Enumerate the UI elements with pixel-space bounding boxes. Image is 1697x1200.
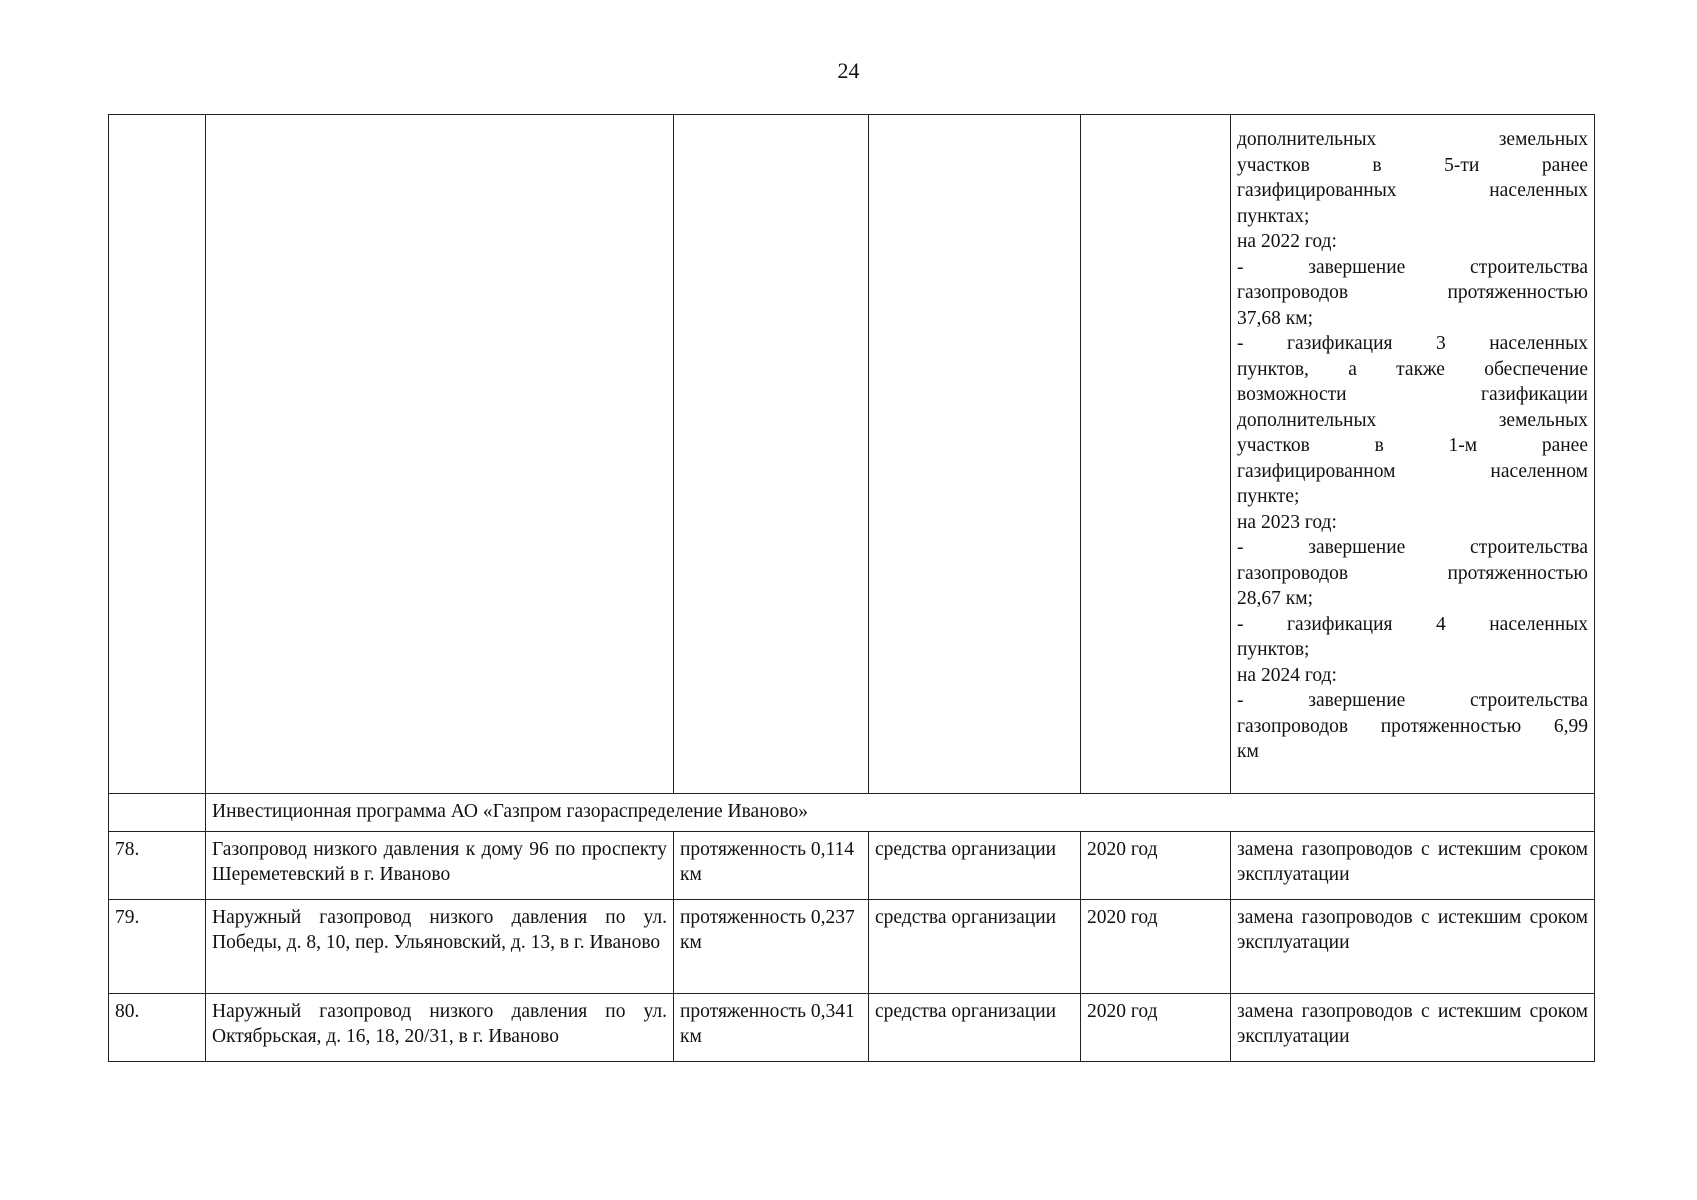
investment-table	[108, 114, 1595, 1062]
continuation-line: - завершение строительства	[1237, 690, 1588, 711]
continuation-line: - газификация 4 населенных	[1237, 613, 1588, 635]
row-number: 80.	[109, 993, 206, 1061]
continuation-line: пунктах;	[1237, 205, 1310, 227]
object-name: Газопровод низкого давления к дому 96 по проспекту Шереметевский в г. Иваново	[206, 831, 674, 899]
continuation-line: газифицированном населенном	[1237, 460, 1588, 482]
continuation-line: 28,67 км;	[1237, 588, 1313, 609]
table-row	[109, 899, 1595, 993]
funding-source: средства организации	[869, 899, 1081, 993]
continuation-line: газопроводов протяженностью	[1237, 282, 1588, 303]
purpose: замена газопроводов с истекшим сроком эксплуатации	[1231, 899, 1595, 993]
continuation-line: на 2024 год:	[1237, 664, 1337, 686]
section-title: Инвестиционная программа АО «Газпром газораспределение Иваново»	[206, 794, 1595, 832]
capacity: протяженность 0,341 км	[674, 993, 869, 1061]
table-row	[109, 993, 1595, 1061]
name-cell	[206, 115, 674, 794]
row-number: 78.	[109, 831, 206, 899]
continuation-line: газифицированных населенных	[1237, 180, 1588, 201]
continuation-line: на 2022 год:	[1237, 231, 1337, 252]
continuation-line: возможности газификации	[1237, 384, 1588, 405]
continuation-line: 37,68 км;	[1237, 307, 1313, 329]
continuation-line: газопроводов протяженностью 6,99	[1237, 715, 1588, 737]
purpose: замена газопроводов с истекшим сроком эксплуатации	[1231, 993, 1595, 1061]
funding-cell	[869, 115, 1081, 794]
continuation-line: дополнительных земельных	[1237, 409, 1588, 431]
period: 2020 год	[1081, 899, 1231, 993]
continuation-line: пунктов, а также обеспечение	[1237, 358, 1588, 380]
section-row	[109, 794, 1595, 832]
num-cell	[109, 115, 206, 794]
funding-source: средства организации	[869, 993, 1081, 1061]
continuation-line: - газификация 3 населенных	[1237, 333, 1588, 354]
period-cell	[1081, 115, 1231, 794]
continuation-line: - завершение строительства	[1237, 256, 1588, 278]
continuation-line: участков в 1-м ранее	[1237, 435, 1588, 456]
continuation-line: пункте;	[1237, 486, 1300, 507]
capacity: протяженность 0,237 км	[674, 899, 869, 993]
continuation-line: газопроводов протяженностью	[1237, 562, 1588, 584]
continuation-line: дополнительных земельных	[1237, 129, 1588, 150]
period: 2020 год	[1081, 831, 1231, 899]
period: 2020 год	[1081, 993, 1231, 1061]
continuation-line: на 2023 год:	[1237, 511, 1337, 533]
purpose-cell	[1231, 115, 1595, 794]
purpose: замена газопроводов с истекшим сроком эксплуатации	[1231, 831, 1595, 899]
object-name: Наружный газопровод низкого давления по ул. Победы, д. 8, 10, пер. Ульяновский, д. 13, в г. Иваново	[206, 899, 674, 993]
section-num-cell	[109, 794, 206, 832]
capacity-cell	[674, 115, 869, 794]
continuation-line: - завершение строительства	[1237, 537, 1588, 558]
continuation-line: пунктов;	[1237, 639, 1310, 660]
page-number: 24	[837, 58, 860, 83]
table-row	[109, 831, 1595, 899]
capacity: протяженность 0,114 км	[674, 831, 869, 899]
continuation-line: участков в 5-ти ранее	[1237, 154, 1588, 176]
row-number: 79.	[109, 899, 206, 993]
continuation-row	[109, 115, 1595, 794]
continuation-line: км	[1237, 741, 1259, 762]
funding-source: средства организации	[869, 831, 1081, 899]
object-name: Наружный газопровод низкого давления по ул. Октябрьская, д. 16, 18, 20/31, в г. Иваново	[206, 993, 674, 1061]
